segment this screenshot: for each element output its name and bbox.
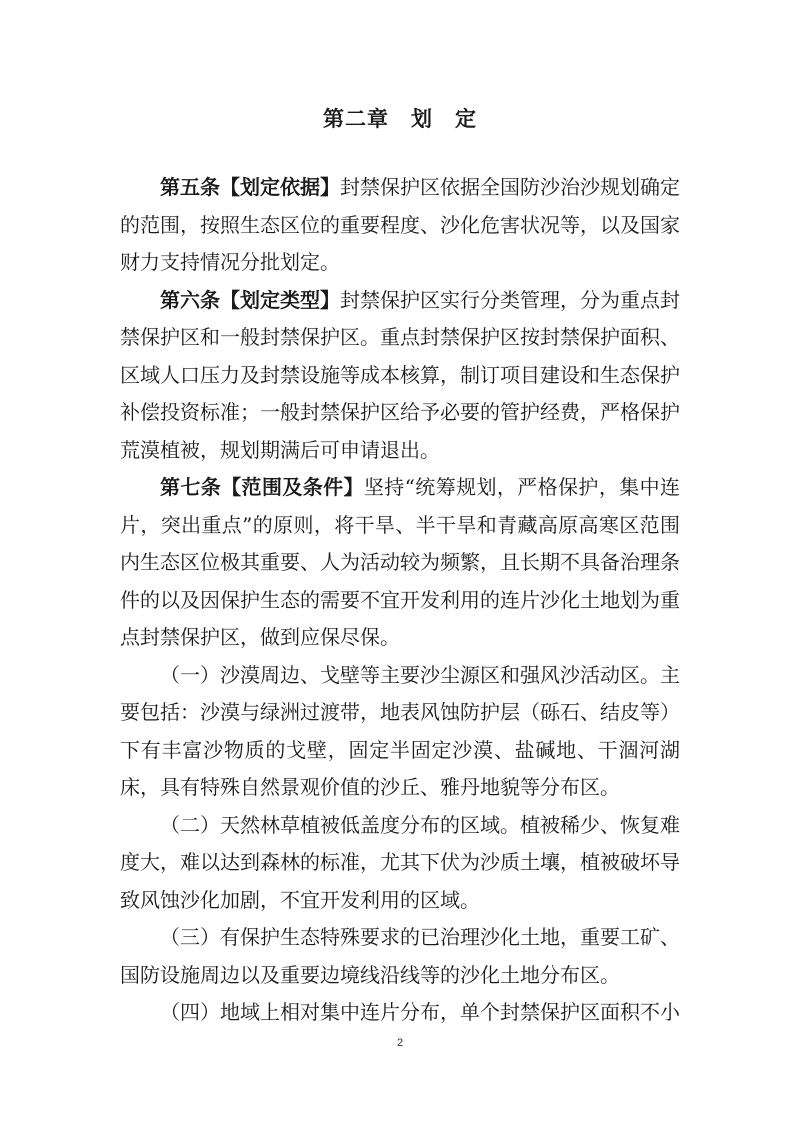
chapter-title: 第二章 划 定 xyxy=(323,107,477,131)
page-number: 2 xyxy=(396,1037,404,1049)
clause-2-paragraph xyxy=(120,807,680,920)
article-7-paragraph xyxy=(120,469,680,657)
article-5-paragraph xyxy=(120,169,680,282)
clause-2-text: （二）天然林草植被低盖度分布的区域。植被稀少、恢复难度大，难以达到森林的标准，尤其下伏为沙质土壤，植被破坏导致风蚀沙化加剧，不宜开发利用的区域。 xyxy=(120,812,680,912)
article-6-heading: 第六条【划定类型】 xyxy=(160,287,340,312)
clause-3-text: （三）有保护生态特殊要求的已治理沙化土地，重要工矿、国防设施周边以及重要边境线沿线等的沙化土地分布区。 xyxy=(120,925,680,987)
clause-1-text: （一）沙漠周边、戈壁等主要沙尘源区和强风沙活动区。主要包括：沙漠与绿洲过渡带，地表风蚀防护层（砾石、结皮等）下有丰富沙物质的戈壁，固定半固定沙漠、盐碱地、干涸河湖床，具有特殊自然景观价值的沙丘、雅丹地貌等分布区。 xyxy=(120,662,680,799)
clause-1-paragraph xyxy=(120,657,680,807)
article-7-text: 坚持“统筹规划，严格保护，集中连片，突出重点”的原则，将干旱、半干旱和青藏高原高寒区范围内生态区位极其重要、人为活动较为频繁，且长期不具备治理条件的以及因保护生态的需要不宜开发利用的连片沙化土地划为重点封禁保护区，做到应保尽保。 xyxy=(120,475,680,649)
clause-4-paragraph xyxy=(120,994,680,1032)
article-5-text: 封禁保护区依据全国防沙治沙规划确定的范围，按照生态区位的重要程度、沙化危害状况等，以及国家财力支持情况分批划定。 xyxy=(120,175,680,274)
article-5-heading: 第五条【划定依据】 xyxy=(160,175,340,199)
article-6-paragraph xyxy=(120,282,680,470)
article-6-text: 封禁保护区实行分类管理，分为重点封禁保护区和一般封禁保护区。重点封禁保护区按封禁保护面积、区域人口压力及封禁设施等成本核算，制订项目建设和生态保护补偿投资标准；一般封禁保护区给予必要的管护经费，严格保护荒漠植被，规划期满后可申请退出。 xyxy=(120,287,680,462)
article-7-heading: 第七条【范围及条件】 xyxy=(160,475,364,499)
clause-4-text: （四）地域上相对集中连片分布，单个封禁保护区面积不小 xyxy=(160,1000,680,1024)
body-text xyxy=(120,169,680,1032)
clause-3-paragraph xyxy=(120,919,680,994)
